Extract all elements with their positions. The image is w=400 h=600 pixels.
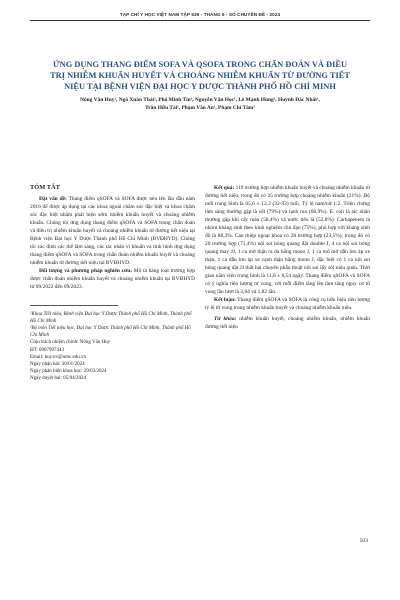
conclusion-label: Kết luận: [214,297,236,303]
abstract-heading: TÓM TẮT [30,184,60,191]
running-head: TẠP CHÍ Y HỌC VIỆT NAM TẬP 539 - THÁNG 6 - SỐ CHUYÊN ĐỀ - 2024 [119,12,281,17]
methods-paragraph [30,267,195,291]
footnote-rule [30,305,118,306]
author-list: Nông Văn Huy¹, Ngô Xuân Thái², Phó Minh Tín¹, Nguyễn Văn Học¹, Lê Mạnh Hùng², Huỳnh Đắc Nhất¹, Trần Hữu Tài¹, Phạm Văn An¹, Phạm Chí Tâm¹ [80,97,320,112]
keywords-text: nhiễm khuẩn huyết, choáng nhiễm khuẩn, nhiễm khuẩn đường tiết niệu [205,316,370,330]
methods-text: Mô tả hàng loạt trường hợp được chẩn đoán nhiễm khuẩn huyết và choáng nhiễm khuẩn tại BVĐHYD từ 09/2022 đến 09/2023. [30,268,195,290]
date-accepted: Ngày duyệt bài: 05/04/2024 [30,376,86,382]
background-text: Thang điểm qSOFA và SOFA được nêu lên lần đầu năm 2016 để được áp dụng tại các khoa ngoài chăm sóc đặc biệt và khoa chăm sóc đặc biệt nhằm phát hiện sớm nhiễm khuẩn huyết và choáng nhiễm khuẩn. Chúng tôi ứng dụng thang điểm qSOFA và SOFA trong chẩn đoán và điều trị nhiễm khuẩn huyết và choáng nhiễm khuẩn từ đường tiết niệu tại Bệnh viện Đại học Y Dược Thành phố Hồ Chí Minh (BVĐHYD). Chúng tôi xác định các thể lâm sàng, các tác nhân vi khuẩn và tình hình ứng dụng thang điểm qSOFA và SOFA trong chẩn đoán nhiễm khuẩn huyết và choáng nhiễm khuẩn từ đường tiết niệu tại BVĐHYD. [30,196,195,266]
results-paragraph [205,184,370,296]
affiliation-2: ²Bộ môn Tiết niệu học, Đại học Y Dược Thành phố Hồ Chí Minh, Thành phố Hồ Chí Minh [30,326,191,339]
background-paragraph [30,195,195,267]
corresponding-author: Chịu trách nhiệm chính: Nông Văn Huy [30,340,111,346]
footnotes [30,311,195,383]
right-column [205,184,370,383]
abstract-columns [30,184,370,383]
date-received: Ngày nhận bài: 30/01/2024 [30,362,85,368]
phone: ĐT: 0907997443 [30,347,65,353]
header-rule [30,20,370,21]
results-text: 119 trường hợp nhiễm khuẩn huyết và choáng nhiễm khuẩn từ đường tiết niệu, trong đó có 25 trường hợp choáng nhiễm khuẩn (21%). Độ tuổi trung bình là 65,6 ± 12,3 (32-93) tuổi. Tỷ lệ nam/nữ 1:2. Triệu chứng lâm sàng thường gặp là sốt (79%) và lạnh run (68,9%). E. coli là tác nhân thường gặp khi cấy máu (58,4%) và nước tiểu là (52,8%). Carbapenem là nhóm kháng sinh theo kinh nghiệm chủ đạo (75%), phù hợp với kháng sinh đồ là 88,3%. Can thiệp ngoại khoa có 28 trường hợp (23,5%), trong đó có 20 trường hợp (71,4%) nội soi bóng quang đặt double J, 4 ca nội soi bóng quang thay JJ, 1 ca mở thận ra da bằng mono J, 1 ca mổ mở dẫn lưu áp xe thận, 1 ca dẫn lưu áp xe cạnh thận bằng mono J, đặc biệt có 1 ca nội soi bóng quang đặt JJ thất bại chuyển phẫu thuật nội soi lấy sỏi niệu quản. Thời gian nằm viện trung bình là 11,8 ± 6,54 ngày. Thang điểm qSOFA và SOFA có ý nghĩa tiên lượng tử vong, với mỗi điểm tăng lên làm tăng nguy cơ tử vong lần lượt là 3,64 và 1,82 lần. [205,185,370,295]
conclusion-text: Thang điểm qSOFA và SOFA là công cụ hữu hiệu tiên lượng tỷ lệ tử vong trong nhiễm khuẩn huyết và choáng nhiễm khuẩn niệu. [205,297,370,311]
page-number: 503 [359,538,368,544]
keywords-label: Từ khóa: [214,316,237,322]
results-label: Kết quả: [214,185,235,191]
email: Email: huy.nv@umc.edu.vn [30,354,86,360]
methods-label: Đối tượng và phương pháp nghiên cứu: [39,268,133,274]
conclusion-paragraph [205,296,370,312]
background-label: Đặt vấn đề: [39,196,67,202]
affiliation-1: ¹Khoa Tiết niệu, Bệnh viện Đại học Y Dược Thành phố Hồ Chí Minh, Thành phố Hồ Chí Minh [30,311,192,324]
article-title: ỨNG DỤNG THANG ĐIỂM SOFA VÀ QSOFA TRONG CHẨN ĐOÁN VÀ ĐIỀU TRỊ NHIỄM KHUẨN HUYẾT VÀ CHOÁNG NHIỄM KHUẨN TỪ ĐƯỜNG TIẾT NIỆU TẠI BỆNH VIỆN ĐẠI HỌC Y DƯỢC THÀNH PHỐ HỒ CHÍ MINH [50,60,350,91]
keywords-paragraph [205,315,370,331]
left-column [30,184,195,383]
date-reviewed: Ngày phản biện khoa học: 29/03/2024 [30,369,107,375]
